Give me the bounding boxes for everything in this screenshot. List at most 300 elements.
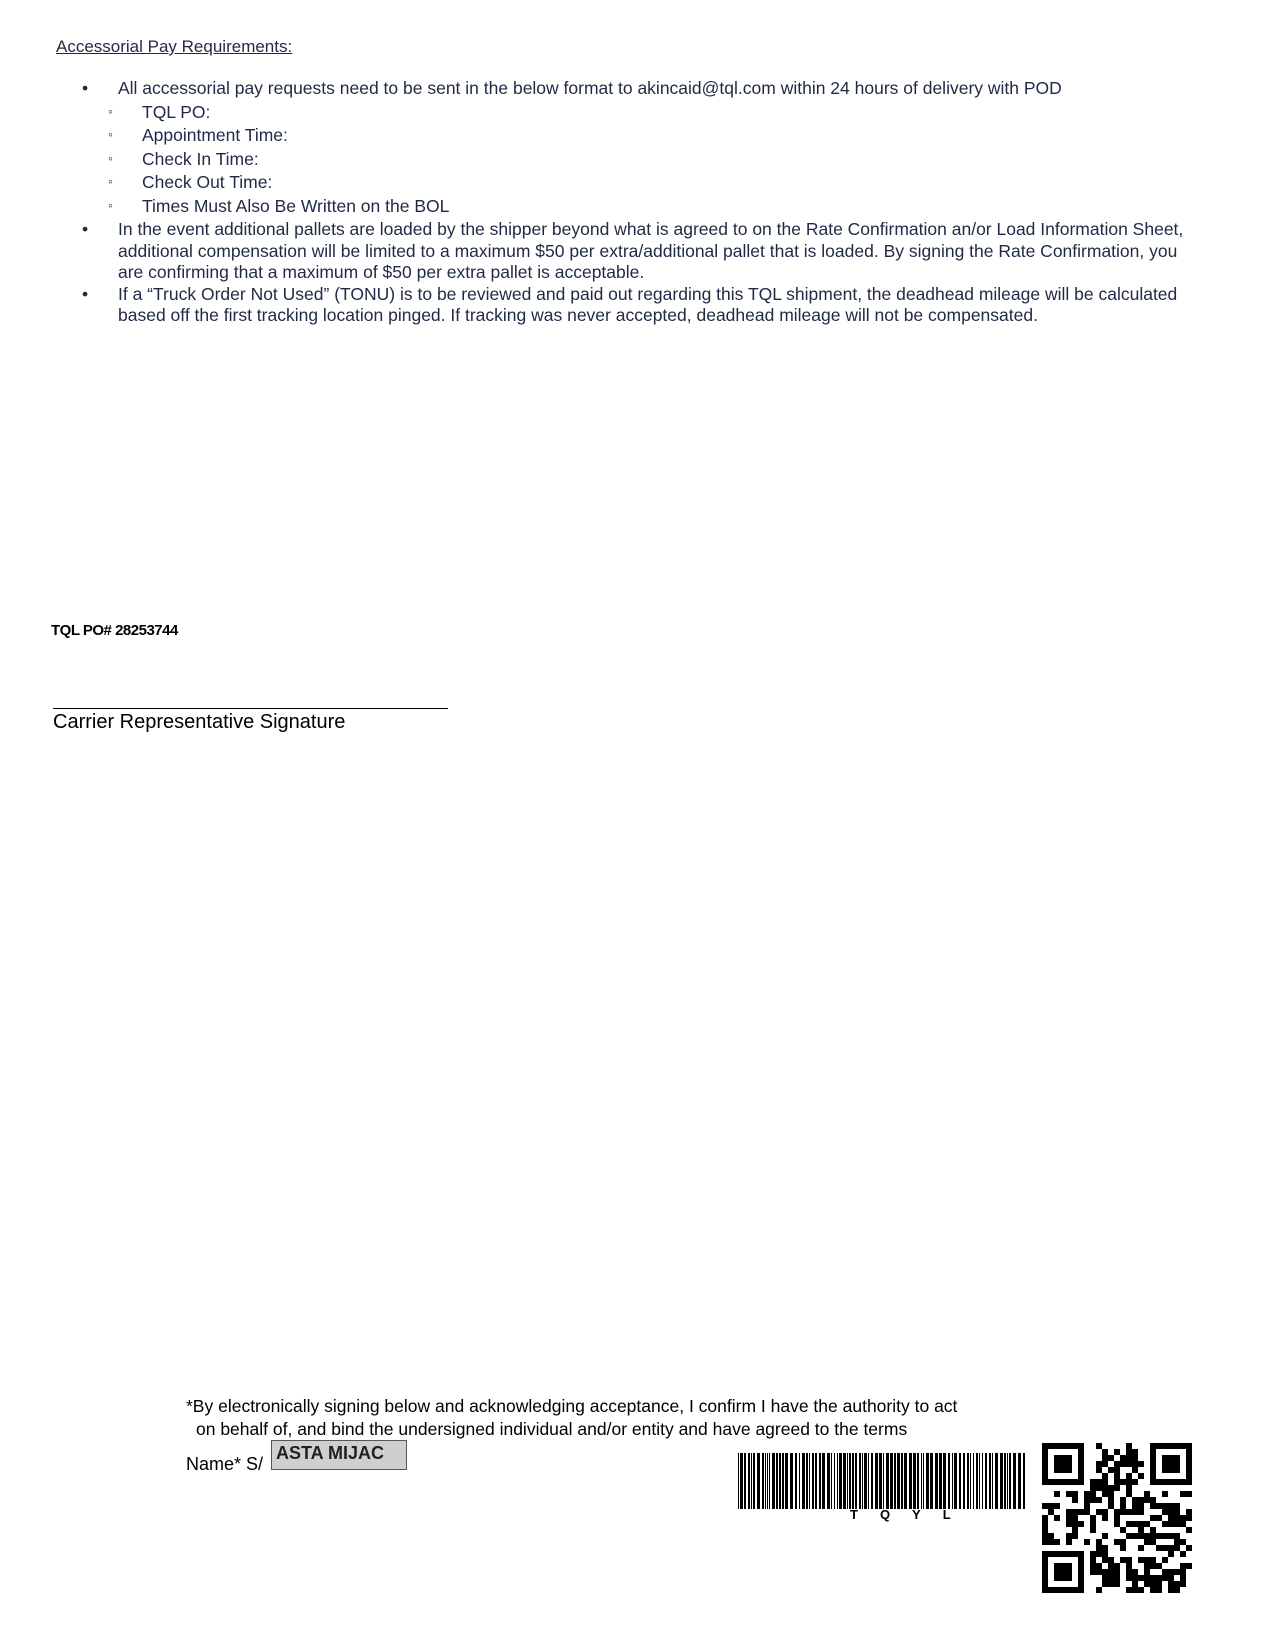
qr-module <box>1066 1587 1072 1593</box>
barcode-bar <box>785 1453 788 1509</box>
qr-module <box>1108 1563 1114 1569</box>
sub-item-text: TQL PO: <box>142 101 211 122</box>
barcode-bar <box>767 1453 768 1509</box>
qr-module <box>1108 1455 1114 1461</box>
qr-module <box>1168 1467 1174 1473</box>
requirements-list <box>80 78 1200 327</box>
qr-module <box>1174 1509 1180 1515</box>
barcode-bar <box>862 1453 863 1509</box>
qr-module <box>1168 1551 1174 1557</box>
barcode-bar <box>963 1453 965 1509</box>
qr-module <box>1060 1551 1066 1557</box>
qr-module <box>1180 1575 1186 1581</box>
qr-module <box>1162 1575 1168 1581</box>
qr-module <box>1078 1563 1084 1569</box>
barcode-bar <box>772 1453 775 1509</box>
qr-module <box>1102 1455 1108 1461</box>
qr-module <box>1084 1539 1090 1545</box>
qr-module <box>1054 1467 1060 1473</box>
qr-module <box>1066 1569 1072 1575</box>
qr-module <box>1186 1563 1192 1569</box>
qr-module <box>1126 1575 1132 1581</box>
qr-module <box>1078 1557 1084 1563</box>
qr-module <box>1186 1509 1192 1515</box>
qr-module <box>1120 1497 1126 1503</box>
qr-module <box>1096 1509 1102 1515</box>
barcode-bar <box>871 1453 873 1509</box>
qr-module <box>1162 1521 1168 1527</box>
qr-module <box>1180 1551 1186 1557</box>
qr-module <box>1066 1455 1072 1461</box>
qr-module <box>1144 1563 1150 1569</box>
barcode-bar <box>917 1453 919 1509</box>
qr-module <box>1060 1587 1066 1593</box>
qr-module <box>1078 1521 1084 1527</box>
qr-module <box>1144 1533 1150 1539</box>
barcode-bar <box>894 1453 896 1509</box>
qr-module <box>1186 1491 1192 1497</box>
qr-module <box>1102 1461 1108 1467</box>
qr-module <box>1132 1467 1138 1473</box>
qr-module <box>1096 1485 1102 1491</box>
qr-module <box>1168 1509 1174 1515</box>
barcode-bar <box>864 1453 867 1509</box>
qr-module <box>1180 1563 1186 1569</box>
qr-module <box>1060 1569 1066 1575</box>
qr-module <box>1078 1569 1084 1575</box>
sub-bullet-icon: ◦ <box>108 126 113 142</box>
acknowledgement-line: *By electronically signing below and acknowledging acceptance, I confirm I have the authority to act <box>186 1396 958 1416</box>
qr-module <box>1150 1473 1156 1479</box>
qr-module <box>1138 1533 1144 1539</box>
qr-module <box>1096 1461 1102 1467</box>
qr-module <box>1150 1533 1156 1539</box>
qr-module <box>1174 1461 1180 1467</box>
qr-module <box>1174 1539 1180 1545</box>
qr-module <box>1150 1539 1156 1545</box>
qr-module <box>1168 1479 1174 1485</box>
qr-module <box>1180 1479 1186 1485</box>
barcode-bar <box>822 1453 825 1509</box>
po-number: TQL PO# 28253744 <box>51 622 178 639</box>
qr-module <box>1048 1539 1054 1545</box>
qr-module <box>1054 1563 1060 1569</box>
qr-module <box>1102 1575 1108 1581</box>
qr-module <box>1126 1587 1132 1593</box>
sub-list-item <box>80 195 1200 219</box>
barcode-bar <box>995 1453 998 1509</box>
qr-module <box>1066 1515 1072 1521</box>
qr-module <box>1102 1551 1108 1557</box>
qr-module <box>1162 1479 1168 1485</box>
qr-module <box>1060 1461 1066 1467</box>
qr-module <box>1090 1569 1096 1575</box>
qr-module <box>1108 1575 1114 1581</box>
barcode-bar <box>849 1453 851 1509</box>
list-item <box>80 284 1200 327</box>
qr-module <box>1048 1479 1054 1485</box>
qr-module <box>1090 1563 1096 1569</box>
qr-module <box>1114 1473 1120 1479</box>
qr-module <box>1150 1497 1156 1503</box>
qr-module <box>1156 1515 1162 1521</box>
qr-module <box>1132 1575 1138 1581</box>
qr-module <box>1126 1479 1132 1485</box>
barcode-bar <box>834 1453 835 1509</box>
barcode-bar <box>901 1453 903 1509</box>
qr-module <box>1186 1473 1192 1479</box>
qr-module <box>1120 1479 1126 1485</box>
barcode-bar <box>913 1453 916 1509</box>
qr-module <box>1108 1557 1114 1563</box>
barcode-bar <box>982 1453 983 1509</box>
qr-module <box>1114 1539 1120 1545</box>
qr-module <box>1138 1461 1144 1467</box>
qr-module <box>1186 1461 1192 1467</box>
qr-module <box>1114 1515 1120 1521</box>
qr-module <box>1054 1461 1060 1467</box>
qr-module <box>1138 1557 1144 1563</box>
qr-module <box>1174 1581 1180 1587</box>
qr-module <box>1180 1539 1186 1545</box>
qr-module <box>1114 1521 1120 1527</box>
qr-module <box>1084 1491 1090 1497</box>
barcode-bar <box>926 1453 929 1509</box>
qr-module <box>1054 1479 1060 1485</box>
qr-module <box>1126 1557 1132 1563</box>
barcode-bar <box>738 1453 739 1509</box>
qr-module <box>1042 1551 1048 1557</box>
qr-module <box>1060 1575 1066 1581</box>
qr-module <box>1072 1587 1078 1593</box>
barcode-bar <box>890 1453 893 1509</box>
qr-module <box>1114 1485 1120 1491</box>
qr-module <box>1150 1455 1156 1461</box>
qr-module <box>1042 1533 1048 1539</box>
qr-module <box>1126 1461 1132 1467</box>
barcode-bar <box>959 1453 961 1509</box>
qr-module <box>1042 1479 1048 1485</box>
qr-module <box>1132 1503 1138 1509</box>
qr-module <box>1180 1569 1186 1575</box>
barcode-text: TQYL <box>850 1507 973 1522</box>
qr-module <box>1072 1479 1078 1485</box>
qr-module <box>1054 1503 1060 1509</box>
qr-module <box>1150 1581 1156 1587</box>
qr-module <box>1162 1491 1168 1497</box>
qr-module <box>1138 1545 1144 1551</box>
barcode-bar <box>976 1453 978 1509</box>
qr-module <box>1168 1575 1174 1581</box>
qr-module <box>1102 1569 1108 1575</box>
qr-module <box>1168 1533 1174 1539</box>
qr-module <box>1060 1455 1066 1461</box>
barcode-bar <box>779 1453 781 1509</box>
qr-module <box>1186 1479 1192 1485</box>
qr-module <box>1078 1581 1084 1587</box>
name-signature-field[interactable]: ASTA MIJAC <box>271 1440 407 1470</box>
qr-module <box>1072 1521 1078 1527</box>
qr-module <box>1186 1515 1192 1521</box>
barcode-bar <box>923 1453 924 1509</box>
qr-module <box>1054 1569 1060 1575</box>
qr-module <box>1108 1467 1114 1473</box>
qr-module <box>1060 1563 1066 1569</box>
barcode-bar <box>748 1453 750 1509</box>
qr-module <box>1120 1503 1126 1509</box>
barcode-bar <box>952 1453 953 1509</box>
qr-module <box>1162 1443 1168 1449</box>
barcode-bar <box>837 1453 838 1509</box>
barcode-bar <box>802 1453 805 1509</box>
barcode-bar <box>909 1453 912 1509</box>
qr-code-icon <box>1042 1443 1192 1593</box>
barcode-bar <box>930 1453 933 1509</box>
barcode-bar <box>883 1453 884 1509</box>
qr-module <box>1084 1509 1090 1515</box>
qr-module <box>1054 1515 1060 1521</box>
qr-module <box>1054 1575 1060 1581</box>
qr-module <box>1150 1449 1156 1455</box>
qr-module <box>1132 1587 1138 1593</box>
barcode-bar <box>744 1453 746 1509</box>
qr-module <box>1042 1461 1048 1467</box>
barcode-bar <box>782 1453 784 1509</box>
qr-module <box>1054 1551 1060 1557</box>
qr-module <box>1078 1455 1084 1461</box>
qr-module <box>1078 1587 1084 1593</box>
qr-module <box>1144 1539 1150 1545</box>
qr-module <box>1132 1497 1138 1503</box>
qr-module <box>1162 1533 1168 1539</box>
requirement-text: If a “Truck Order Not Used” (TONU) is to be reviewed and paid out regarding this TQL shipment, the deadhead mileage will be calculated based off the first tracking location pinged. If tracking was never accepted, deadhead mileage will not be compensated. <box>118 283 1178 325</box>
barcode-bar <box>839 1453 842 1509</box>
qr-module <box>1102 1515 1108 1521</box>
barcode-bar <box>886 1453 889 1509</box>
list-item <box>80 78 1200 100</box>
qr-module <box>1150 1563 1156 1569</box>
qr-module <box>1186 1467 1192 1473</box>
qr-module <box>1078 1479 1084 1485</box>
qr-module <box>1120 1455 1126 1461</box>
barcode-bar <box>843 1453 846 1509</box>
qr-module <box>1162 1461 1168 1467</box>
qr-module <box>1174 1533 1180 1539</box>
qr-module <box>1096 1479 1102 1485</box>
qr-module <box>1072 1497 1078 1503</box>
qr-module <box>1126 1563 1132 1569</box>
qr-module <box>1090 1551 1096 1557</box>
barcode-icon <box>738 1453 1026 1509</box>
barcode-bar <box>1009 1453 1011 1509</box>
qr-module <box>1180 1491 1186 1497</box>
qr-module <box>1108 1491 1114 1497</box>
qr-module <box>1054 1587 1060 1593</box>
qr-module <box>1132 1455 1138 1461</box>
qr-module <box>1060 1443 1066 1449</box>
barcode-bar <box>753 1453 755 1509</box>
qr-module <box>1132 1521 1138 1527</box>
barcode-bar <box>1000 1453 1003 1509</box>
qr-module <box>1090 1479 1096 1485</box>
qr-module <box>1150 1587 1156 1593</box>
qr-module <box>1162 1455 1168 1461</box>
qr-module <box>1102 1479 1108 1485</box>
qr-module <box>1162 1467 1168 1473</box>
sub-list-item <box>80 101 1200 125</box>
requirement-text: All accessorial pay requests need to be sent in the below format to akincaid@tql.com within 24 hours of delivery with POD <box>118 78 1062 98</box>
qr-module <box>1138 1497 1144 1503</box>
qr-module <box>1114 1467 1120 1473</box>
barcode-bar <box>875 1453 878 1509</box>
barcode-bar <box>992 1453 993 1509</box>
qr-module <box>1090 1485 1096 1491</box>
qr-module <box>1174 1515 1180 1521</box>
qr-module <box>1102 1449 1108 1455</box>
barcode-bar <box>973 1453 974 1509</box>
qr-module <box>1138 1503 1144 1509</box>
qr-module <box>1114 1581 1120 1587</box>
qr-module <box>1096 1587 1102 1593</box>
qr-module <box>1186 1449 1192 1455</box>
qr-module <box>1168 1443 1174 1449</box>
qr-module <box>1186 1527 1192 1533</box>
qr-module <box>1168 1521 1174 1527</box>
qr-module <box>1138 1473 1144 1479</box>
qr-module <box>1066 1479 1072 1485</box>
qr-module <box>1048 1509 1054 1515</box>
qr-module <box>1126 1533 1132 1539</box>
barcode-bar <box>943 1453 946 1509</box>
qr-module <box>1042 1539 1048 1545</box>
qr-module <box>1078 1509 1084 1515</box>
qr-module <box>1042 1443 1048 1449</box>
qr-module <box>1072 1551 1078 1557</box>
signature-line <box>53 708 448 709</box>
qr-module <box>1156 1563 1162 1569</box>
qr-module <box>1126 1509 1132 1515</box>
qr-module <box>1072 1533 1078 1539</box>
signature-label: Carrier Representative Signature <box>53 711 346 733</box>
barcode-bar <box>812 1453 814 1509</box>
qr-module <box>1048 1443 1054 1449</box>
qr-module <box>1126 1491 1132 1497</box>
requirement-text: In the event additional pallets are loaded by the shipper beyond what is agreed to on the Rate Confirmation an/or Load Information Sheet, additional compensation will be limited to a maximum $50 per extra/additional pallet that is loaded. By signing the Rate Confirmation, you are confirming that a maximum of $50 per extra pallet is acceptable. <box>118 219 1184 282</box>
qr-module <box>1168 1587 1174 1593</box>
acknowledgement-text <box>186 1395 957 1441</box>
barcode-bar <box>970 1453 971 1509</box>
qr-module <box>1174 1587 1180 1593</box>
qr-module <box>1156 1533 1162 1539</box>
qr-module <box>1126 1473 1132 1479</box>
qr-module <box>1102 1581 1108 1587</box>
sub-list-item <box>80 124 1200 148</box>
bullet-icon: • <box>82 78 89 98</box>
qr-module <box>1180 1581 1186 1587</box>
qr-module <box>1138 1575 1144 1581</box>
barcode-bar <box>815 1453 817 1509</box>
barcode-bar <box>897 1453 900 1509</box>
qr-module <box>1150 1575 1156 1581</box>
qr-module <box>1150 1527 1156 1533</box>
qr-module <box>1084 1503 1090 1509</box>
qr-module <box>1174 1569 1180 1575</box>
list-item <box>80 219 1200 284</box>
sub-item-text: Appointment Time: <box>142 125 288 145</box>
qr-module <box>1054 1455 1060 1461</box>
qr-module <box>1072 1527 1078 1533</box>
qr-module <box>1096 1551 1102 1557</box>
qr-module <box>1180 1443 1186 1449</box>
qr-module <box>1078 1551 1084 1557</box>
bullet-icon: • <box>82 219 89 239</box>
qr-module <box>1096 1545 1102 1551</box>
qr-module <box>1114 1575 1120 1581</box>
sub-item-text: Check In Time: <box>142 148 259 169</box>
qr-module <box>1138 1521 1144 1527</box>
qr-module <box>1186 1443 1192 1449</box>
qr-module <box>1096 1563 1102 1569</box>
barcode-bar <box>1023 1453 1025 1509</box>
qr-module <box>1066 1467 1072 1473</box>
barcode-bar <box>989 1453 991 1509</box>
qr-module <box>1072 1509 1078 1515</box>
sub-bullet-icon: ◦ <box>108 149 113 166</box>
qr-module <box>1168 1461 1174 1467</box>
qr-module <box>1144 1497 1150 1503</box>
qr-module <box>1066 1461 1072 1467</box>
qr-module <box>1150 1515 1156 1521</box>
qr-module <box>1174 1545 1180 1551</box>
qr-module <box>1174 1521 1180 1527</box>
barcode-bar <box>776 1453 778 1509</box>
qr-module <box>1060 1467 1066 1473</box>
qr-module <box>1132 1533 1138 1539</box>
qr-module <box>1168 1569 1174 1575</box>
qr-module <box>1132 1509 1138 1515</box>
qr-module <box>1048 1587 1054 1593</box>
qr-module <box>1144 1569 1150 1575</box>
qr-module <box>1090 1527 1096 1533</box>
qr-module <box>1096 1497 1102 1503</box>
qr-module <box>1126 1569 1132 1575</box>
qr-module <box>1114 1569 1120 1575</box>
sub-item-text: Check Out Time: <box>142 172 273 192</box>
qr-module <box>1042 1557 1048 1563</box>
barcode-bar <box>806 1453 808 1509</box>
qr-module <box>1078 1449 1084 1455</box>
qr-module <box>1108 1497 1114 1503</box>
qr-module <box>1162 1503 1168 1509</box>
qr-module <box>1042 1569 1048 1575</box>
qr-module <box>1162 1569 1168 1575</box>
qr-module <box>1042 1587 1048 1593</box>
acknowledgement-line: on behalf of, and bind the undersigned individual and/or entity and have agreed to the terms <box>196 1419 908 1439</box>
qr-module <box>1174 1467 1180 1473</box>
qr-module <box>1150 1461 1156 1467</box>
qr-module <box>1132 1569 1138 1575</box>
barcode-bar <box>954 1453 957 1509</box>
barcode-bar <box>809 1453 810 1509</box>
qr-module <box>1126 1485 1132 1491</box>
qr-module <box>1126 1455 1132 1461</box>
qr-module <box>1102 1545 1108 1551</box>
qr-module <box>1060 1479 1066 1485</box>
barcode-bar <box>948 1453 950 1509</box>
barcode-bar <box>939 1453 942 1509</box>
qr-module <box>1168 1455 1174 1461</box>
barcode-bar <box>904 1453 907 1509</box>
